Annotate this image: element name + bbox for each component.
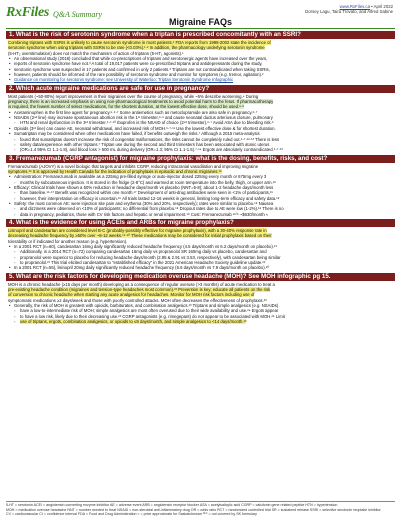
highlighted-text: pregnancy, there is an increased emphasis on using non-pharmacological treatments to avoid potential harm to the fetus. If pharmacotherapy bbox=[8, 99, 274, 105]
logo-text: RxFiles bbox=[6, 5, 50, 20]
website-link[interactable]: www.RxFiles.ca bbox=[339, 4, 370, 9]
bullet-item bbox=[8, 319, 393, 324]
bullet-item: ◦ safety data/experience with other triptans.⁷ Triptan use during the second and third trimesters has been associated with atonic uterus bbox=[8, 142, 393, 147]
footer-line: 5-HT = serotonin ACEI = angiotensin converting enzyme inhibitor AE = adverse event ARB = angiotensin receptor blocker ASA = acetylsalicylic acid CGRP = calcitonin gene related peptide HTN = hypertension bbox=[6, 503, 338, 508]
faq-question: 1. What is the risk of serotonin syndrome when a triptan is prescribed concomitantly with an SSRI? bbox=[6, 31, 395, 39]
bullet-item: ◦ (OR=1.4 95% CI 1.1-1.8), and blood loss > 500 mL during delivery (OR=1.3; 95% CI 1.1-1.5).⁷·¹⁴ Ergots are absolutely contraindicated.⁶·⁷·¹³ bbox=[8, 147, 393, 152]
faq-answer bbox=[6, 39, 395, 83]
highlighted-text: is required, the fewest number of select medications, for the shortest duration, at the lowest effective dose, should be used.⁵·⁶ bbox=[8, 104, 245, 110]
bullet-item: ◦ to have a low risk, likely due to their decreasing use.²³ CGRP antagonists (e.g. rimegepant) do not appear to be associated with MOH.²⁵ Limit bbox=[8, 314, 393, 319]
bullet-item: ◦ than baseline.¹⁵·¹⁷ Benefit was recognized within one month.¹⁷ Development of anti-drug antibodies were seen in <1% of participants,¹⁵ bbox=[8, 190, 393, 195]
page-title: Migraine FAQs bbox=[168, 17, 232, 27]
bullet-item: • reports of serotonin syndrome have not.³ A total of 19,017 patients were co-prescribed triptans and antidepressants during the study, bbox=[8, 61, 393, 66]
bullet-item: • In a 2001 RCT (n=55), lisinopril 20mg daily significantly reduced headache frequency (6.6 days/month vs 7.9 days/month on placebo).²⁰ bbox=[8, 265, 393, 270]
bullet-list bbox=[8, 56, 393, 83]
bullet-item: ◦ have a low-to-intermediate risk of MOH; simple analgesics are most often overused due to their wide availability and use.²⁴ Ergots appear bbox=[8, 308, 393, 313]
faq-section-1 bbox=[6, 31, 395, 83]
highlighted-text: decreasing headache frequency by ≥50% over ~8-12 weeks.¹⁹·²⁰ These medications may be considered for initial prophylaxis based on their bbox=[8, 233, 272, 239]
bullet-item: ◦ Additionally, in a 2014 RCT (n=72) comparing candesartan 16mg daily vs propranolol SR 160mg daily vs placebo, candesartan and bbox=[8, 249, 393, 254]
footer-line: MOH = medication overuse headache NNT = number needed to treat NSAID = non-steroidal anti-inflammatory drug OR = odds ratio RCT = randomized controlled trial SR = sustained release SSRI = selective serotonin reuptake inhibitor bbox=[6, 507, 381, 512]
bullet-item: • Opioids (3ʳᵈ line) can cause AE, neonatal withdrawal, and increased risk of MOH.⁶·⁷·¹¹ Use the lowest effective dose & for shortest duration. bbox=[8, 126, 393, 131]
logo-subtitle: Q&A Summary bbox=[53, 10, 102, 19]
highlighted-text: serotonin syndrome when using triptans with SSRIs to be rare (<0.03%).¹·² In addition, the pharmacology underlying serotonin syndrome bbox=[8, 45, 265, 51]
faq-answer bbox=[6, 227, 395, 271]
footer-line: CV = cardiovascular CI = confidence interval FDA = Food and Drug Administration ≈ = price approximate for Saskatchewan ¹⁵ⁱ⁶ = not covered by SK formulary bbox=[6, 512, 257, 517]
bullet-item: • serotonin syndrome was suspected in 17 patients and confirmed in only 2 patients.³ Triptans are not contraindicated when taking SSRIs, bbox=[8, 67, 393, 72]
answer-line: (5-HT₂ overstimulation) does not match the mechanism of action of triptans (5-HT₁ agonists).¹ bbox=[8, 50, 184, 56]
abbreviations-footer bbox=[6, 501, 395, 517]
bullet-item: • Administration: Fremanezumab is available as a 225mg pre-filled syringe or auto-injector dosed 225mg every month or 675mg every 3 bbox=[8, 174, 393, 179]
header-meta: www.RxFiles.ca • April 2022 Dorsey Lagu, Taira Trovato, and Alfred Sabine bbox=[305, 4, 393, 15]
faq-question: 5. What are the risk factors for developing medication overuse headache (MOH)? See MOH infographic pg 15. bbox=[6, 273, 395, 281]
bullet-list bbox=[8, 110, 393, 153]
highlighted-text: use of triptans, ergots, combination analgesics, or opioids to ≤9 days/month, and simple analgesics to <14 days/month.²³ bbox=[20, 319, 247, 325]
answer-line: MOH is a chronic headache (≥15 days per month) developing as a consequence of regular overuse (>3 months) of acute medication to treat a bbox=[8, 281, 275, 287]
bullet-item: ◦ HTN and renal dysfunction in the 3ʳᵈ trimester.⁶·⁷·¹⁰ Ibuprofen is the NSAID of choice (2ⁿᵈ trimester).⁶·⁷ Avoid ASA due to bleeding risk.⁶ bbox=[8, 120, 393, 125]
bullet-item: • Safety: the most common AE: were injection site pain and erythema (30% and 20%, respectively); rates were similar to placebo.¹⁸ Nausea bbox=[8, 201, 393, 206]
bullet-list bbox=[8, 174, 393, 217]
faq-answer bbox=[6, 163, 395, 217]
bullet-item: ◦ months by subcutaneous injection. It is stored in the fridge (2-8°C) and warmed at room temperature into the belly, thigh, or upper arm.¹⁶ bbox=[8, 180, 393, 185]
answer-line: tolerability or if indicated for another reason (e.g. hypertension). bbox=[8, 238, 128, 244]
title-divider bbox=[6, 28, 395, 29]
header bbox=[6, 3, 395, 29]
bullet-item: • Efficacy: Clinical trials have shown a 50% reduction in headache days/month vs placebo (NNT=5-8); about 1-2 headache days/month less bbox=[8, 185, 393, 190]
highlighted-text: Lisinopril and candesartan are considered level B-C (probably-possibly effective for migraine prophylaxis), with a 30-40% response rate in bbox=[8, 227, 267, 233]
bullet-list bbox=[8, 244, 393, 271]
bullet-item: • In a 2001 RCT (n=60), candesartan 16mg daily significantly reduced headache frequency (4.5 days/month vs 6.2 days/month on placebo).¹⁹ bbox=[8, 244, 393, 249]
answer-line: symptomatic medications ≥2 days/week and those with poorly controlled attacks. MOH often decreases the effectiveness of prophylaxis.²³ bbox=[8, 297, 267, 303]
faq-question: 2. Which acute migraine medications are safe for use in pregnancy? bbox=[6, 85, 395, 93]
bullet-item: • NSAIDs (2ⁿᵈ line) may increase spontaneous abortion risk in the 1ˢᵗ trimester,⁸·⁹ and cause neonatal ductus arteriosus closure, pulmonary bbox=[8, 115, 393, 120]
highlighted-text: of conversion to chronic headache when starting any acute analgesics for headaches. Monitor for MOH risk factors including use of bbox=[8, 292, 255, 298]
faq-section-3 bbox=[6, 155, 395, 217]
bullet-item: ◦ propranolol were superior to placebo for reducing headache days/month (2.95 & 2.91 vs 3.53, respectively), with candesartan being similar bbox=[8, 255, 393, 260]
bullet-item bbox=[8, 77, 393, 82]
highlighted-text: pre-existing headache condition (migraines and tension-type headaches most common).²³ Prevention is key; educate all patients on the risk bbox=[8, 287, 271, 293]
faq-answer bbox=[6, 93, 395, 153]
faq-section-4 bbox=[6, 219, 395, 271]
bullet-item: ◦ found that sumatriptan doesn't increase the risk of congenital malformations, the risks cannot be completely ruled out.⁶·⁷·¹²·¹³ There is less bbox=[8, 137, 393, 142]
bullet-item: • Acetaminophen is the first line agent for pregnancy.⁵·⁶·⁷ Some antiemetics such as metoclopramide are also safe in pregnancy.⁶·⁷ bbox=[8, 110, 393, 115]
bullet-item: ◦ to propranolol.²¹ This trial elicited candesartan to "established efficacy" in the 2021 American Headache Society guideline update.²² bbox=[8, 260, 393, 265]
bullet-item: ◦ however, their interpretation on efficacy is uncertain.¹⁵ All trials lasted 12-16 weeks in general, limiting long-term efficacy and safety data.¹⁸ bbox=[8, 196, 393, 201]
faq-question: 4. What is the evidence for using ACEIs and ARBs for migraine prophylaxis? bbox=[6, 219, 395, 227]
highlighted-text: symptoms.¹⁵ It is approved by Health Canada for the indication of prophylaxis in episodic and chronic migraines.¹⁶ bbox=[8, 168, 222, 174]
serotonin-infographic-link[interactable]: Guidance on monitoring for serotonin syndrome: see University of Waterloo: Triptan Serotonin Syndrome Infographic bbox=[14, 77, 234, 83]
bullet-item: • An observational study (2018) concluded that while co-prescriptions of triptans and serotonergic agents have increased over the years, bbox=[8, 56, 393, 61]
highlighted-text: Combining triptans with SSRIs is unlikely to cause serotonin syndrome in most patients.¹ FDA reports from 1998-2002 state the incidence of bbox=[8, 40, 271, 45]
bullet-item: • Sumatriptan may be considered when other medications have failed, if benefits outweigh the risks.⁷ Although a 2015 meta-analysis bbox=[8, 131, 393, 136]
faq-section-2 bbox=[6, 85, 395, 153]
bullet-list bbox=[8, 303, 393, 324]
authors: Dorsey Lagu, Taira Trovato, and Alfred Sabine bbox=[305, 9, 393, 15]
bullet-item: ◦ and dizziness were observed on <10% of participants; no differential from placebo.¹⁸ Dropout rates due to AE were low (1-2%).¹⁸ There is no bbox=[8, 206, 393, 211]
answer-line: Fremanezumab (AJOVY) is a novel biologic that targets and inhibits CGRP, reducing intracranial vasodilation and improving migraine bbox=[8, 163, 259, 169]
publish-date: April 2022 bbox=[373, 4, 393, 9]
answer-line: Most patients (~50-80%) report improvement in their migraines over the course of pregnancy, while ~5% describe worsening.⁴ During bbox=[8, 93, 259, 99]
bullet-item: • Generally, the risk of MOH is greatest with opioids, barbiturates, and combination analgesics.²³ Triptans and simple analgesics (e.g. NSAIDs) bbox=[8, 303, 393, 308]
bullet-item: • however, patients should be informed of the rare possibility of serotonin syndrome and monitor for symptoms (e.g. tremor, agitation).² bbox=[8, 72, 393, 77]
bullet-item: ◦ data in pregnancy, pediatrics, those with CV risk factors and hepatic or renal impairment.¹⁸ Cost: Fremanezumab ¹⁵ⁱ⁶ ~$630/month ≈ bbox=[8, 212, 393, 217]
faq-question: 3. Fremanezumab (CGRP antagonist) for migraine prophylaxis: what is the dosing, benefits, risks, and cost? bbox=[6, 155, 395, 163]
faq-section-5 bbox=[6, 273, 395, 325]
faq-answer bbox=[6, 281, 395, 325]
